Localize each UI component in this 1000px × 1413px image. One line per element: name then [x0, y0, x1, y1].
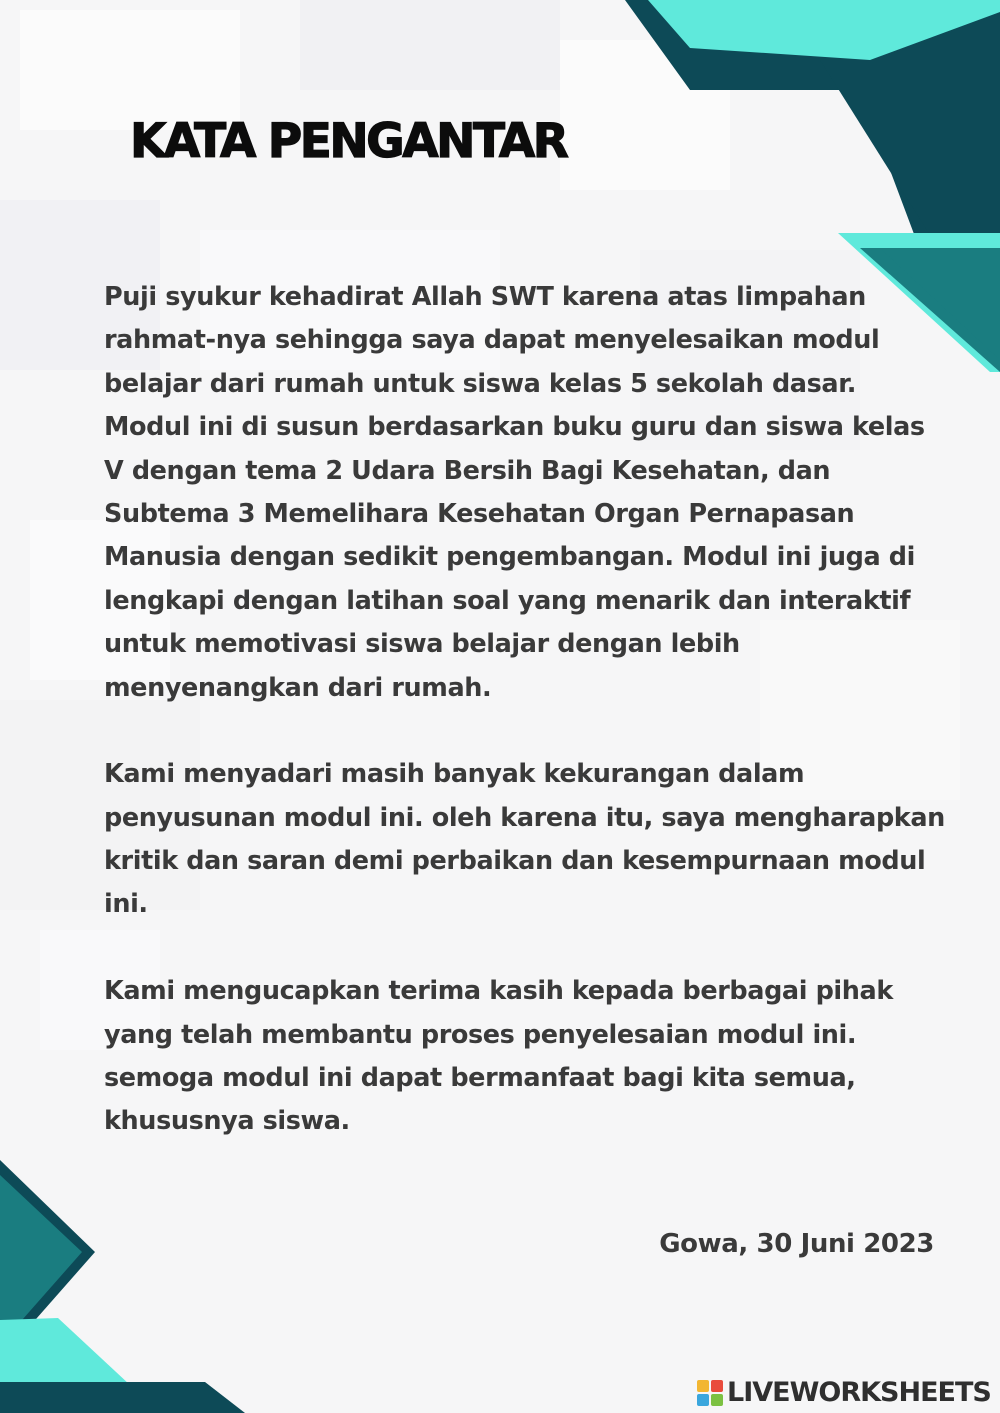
paragraph-line: V dengan tema 2 Udara Bersih Bagi Kesehatan, dan	[104, 455, 831, 486]
paragraph	[104, 753, 964, 927]
paragraph-gap	[104, 927, 964, 970]
paragraph-line: Modul ini di susun berdasarkan buku guru dan siswa kelas	[104, 412, 925, 443]
page-title: KATA PENGANTAR	[130, 114, 567, 169]
paragraph-line: belajar dari rumah untuk siswa kelas 5 sekolah dasar.	[104, 368, 857, 399]
paragraph	[104, 276, 964, 710]
paragraph-line: rahmat-nya sehingga saya dapat menyelesaikan modul	[104, 325, 880, 356]
liveworksheets-logo-icon	[697, 1380, 723, 1406]
paragraph	[104, 970, 964, 1144]
paragraph-line: Kami mengucapkan terima kasih kepada berbagai pihak	[104, 976, 893, 1007]
liveworksheets-watermark	[697, 1378, 991, 1408]
paragraph-line: yang telah membantu proses penyelesaian modul ini.	[104, 1019, 857, 1050]
paragraph-line: lengkapi dengan latihan soal yang menarik dan interaktif	[104, 585, 911, 616]
logo-tile	[697, 1380, 709, 1392]
paragraph-gap	[104, 710, 964, 753]
paragraph-line: Kami menyadari masih banyak kekurangan dalam	[104, 759, 805, 790]
watermark-text: LIVEWORKSHEETS	[727, 1377, 991, 1408]
bottom-left-aqua-shape	[0, 1318, 130, 1385]
bottom-left-dark-bar	[0, 1382, 245, 1413]
paragraph-line: untuk memotivasi siswa belajar dengan lebih	[104, 629, 740, 660]
paragraph-line: khususnya siswa.	[104, 1106, 350, 1137]
paragraph-line: Puji syukur kehadirat Allah SWT karena atas limpahan	[104, 282, 866, 312]
logo-tile	[711, 1380, 723, 1392]
place-date-signoff: Gowa, 30 Juni 2023	[659, 1229, 934, 1259]
logo-tile	[711, 1394, 723, 1406]
paragraph-line: kritik dan saran demi perbaikan dan kesempurnaan modul	[104, 846, 926, 877]
paragraph-line: ini.	[104, 889, 148, 920]
paragraph-line: menyenangkan dari rumah.	[104, 672, 492, 703]
logo-tile	[697, 1394, 709, 1406]
body-text	[104, 276, 964, 1144]
paragraph-line: Subtema 3 Memelihara Kesehatan Organ Pernapasan	[104, 498, 855, 529]
paragraph-line: penyusunan modul ini. oleh karena itu, saya mengharapkan	[104, 802, 945, 833]
paragraph-line: semoga modul ini dapat bermanfaat bagi kita semua,	[104, 1063, 856, 1094]
paragraph-line: Manusia dengan sedikit pengembangan. Modul ini juga di	[104, 542, 915, 573]
